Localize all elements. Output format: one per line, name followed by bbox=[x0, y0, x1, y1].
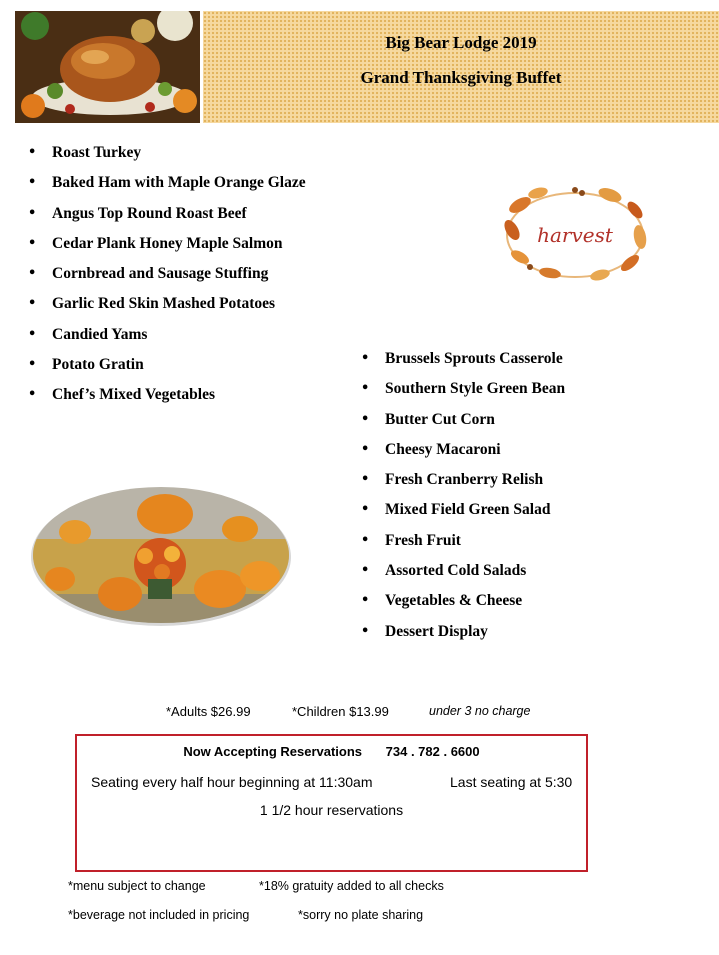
menu-item: • Fresh Fruit bbox=[385, 531, 565, 561]
menu-list-left bbox=[52, 143, 306, 416]
menu-item: • Brussels Sprouts Casserole bbox=[385, 349, 565, 379]
note-sharing: *sorry no plate sharing bbox=[298, 908, 424, 922]
header-title-line1: Big Bear Lodge 2019 bbox=[385, 33, 537, 52]
reservation-heading-row bbox=[77, 744, 586, 759]
reservation-phone: 734 . 782 . 6600 bbox=[385, 744, 480, 759]
turkey-photo bbox=[15, 11, 200, 123]
menu-item: • Cheesy Macaroni bbox=[385, 440, 565, 470]
seating-info: Seating every half hour beginning at 11:30am bbox=[91, 774, 373, 790]
note-beverage: *beverage not included in pricing bbox=[68, 908, 250, 922]
menu-item: • Garlic Red Skin Mashed Potatoes bbox=[52, 294, 306, 324]
menu-item: • Roast Turkey bbox=[52, 143, 306, 173]
menu-item: • Chef’s Mixed Vegetables bbox=[52, 385, 306, 415]
turkey-illustration bbox=[15, 11, 200, 123]
menu-list-right bbox=[385, 349, 565, 652]
header-band bbox=[203, 11, 719, 123]
harvest-logo-text: harvest bbox=[537, 223, 613, 247]
header-title-line2: Grand Thanksgiving Buffet bbox=[360, 68, 562, 87]
last-seating: Last seating at 5:30 bbox=[450, 774, 573, 790]
harvest-wreath-logo bbox=[490, 175, 660, 293]
menu-item: • Southern Style Green Bean bbox=[385, 379, 565, 409]
menu-item: • Fresh Cranberry Relish bbox=[385, 470, 565, 500]
menu-item: • Mixed Field Green Salad bbox=[385, 500, 565, 530]
adult-price: *Adults $26.99 bbox=[166, 704, 251, 719]
note-gratuity: *18% gratuity added to all checks bbox=[259, 879, 444, 893]
menu-item: • Cedar Plank Honey Maple Salmon bbox=[52, 234, 306, 264]
menu-item: • Assorted Cold Salads bbox=[385, 561, 565, 591]
menu-item: • Cornbread and Sausage Stuffing bbox=[52, 264, 306, 294]
under3-note: under 3 no charge bbox=[429, 704, 531, 718]
reservation-heading: Now Accepting Reservations bbox=[183, 744, 363, 759]
menu-item: • Vegetables & Cheese bbox=[385, 591, 565, 621]
menu-item: • Candied Yams bbox=[52, 325, 306, 355]
menu-item: • Angus Top Round Roast Beef bbox=[52, 204, 306, 234]
note-menu-change: *menu subject to change bbox=[68, 879, 206, 893]
menu-item: • Potato Gratin bbox=[52, 355, 306, 385]
child-price: *Children $13.99 bbox=[292, 704, 389, 719]
pumpkin-photo bbox=[30, 484, 292, 626]
reservation-box bbox=[75, 734, 588, 872]
menu-item: • Dessert Display bbox=[385, 622, 565, 652]
menu-item: • Butter Cut Corn bbox=[385, 410, 565, 440]
menu-item: • Baked Ham with Maple Orange Glaze bbox=[52, 173, 306, 203]
reservation-duration: 1 1/2 hour reservations bbox=[259, 802, 404, 818]
